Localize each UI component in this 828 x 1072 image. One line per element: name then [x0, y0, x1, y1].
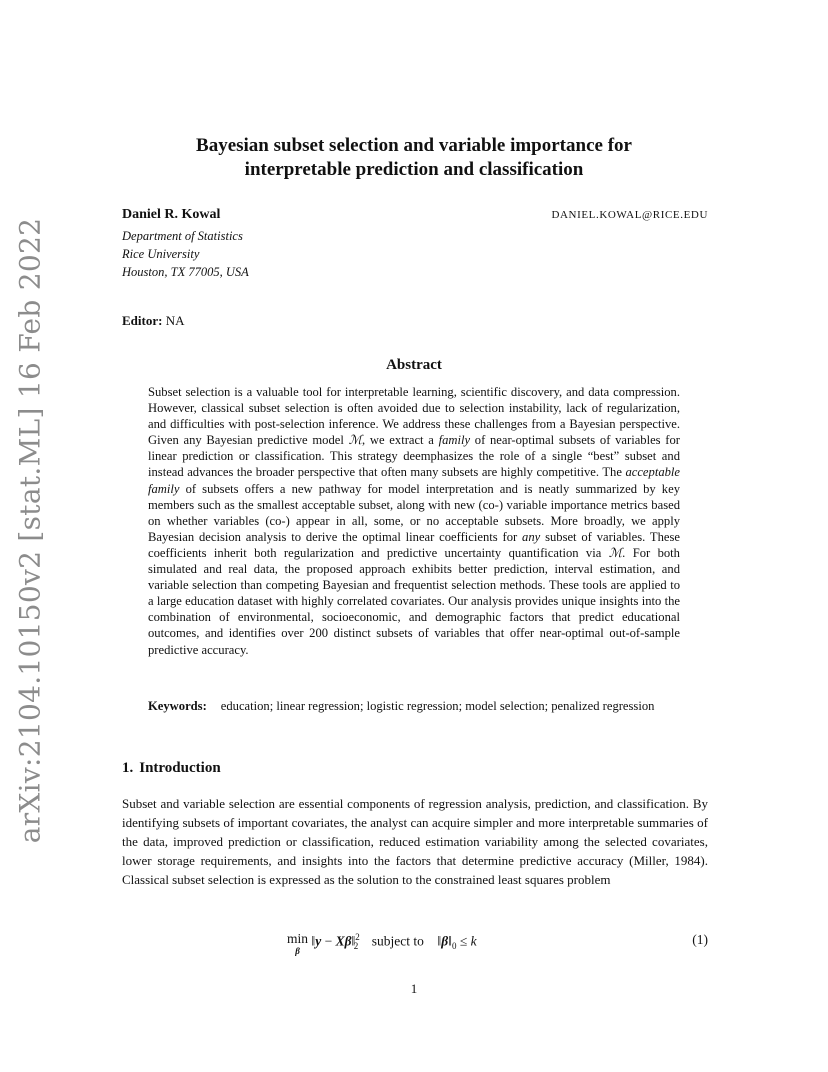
abstract-emphasis-acceptable-family: acceptable family [148, 465, 680, 496]
equation-1 [122, 932, 708, 960]
abstract-emphasis-family: family [438, 433, 471, 448]
author-name: Daniel R. Kowal [122, 207, 221, 222]
equation-number: (1) [692, 932, 708, 947]
section-title: Introduction [139, 760, 221, 776]
affiliation-department: Department of Statistics [122, 229, 243, 243]
abstract-text: of near-optimal subsets of variables for linear prediction or classification. This strategy deemphasizes the role of a single “best” subset and instead advances the broader perspective that often many subsets are highly competitive. The [148, 433, 680, 480]
page-number: 1 [410, 981, 418, 996]
keywords-text: education; linear regression; logistic regression; model selection; penalized regression [220, 699, 655, 713]
author-row [122, 207, 708, 227]
abstract-text: , we extract a [362, 433, 439, 448]
introduction-paragraph: Subset and variable selection are essential components of regression analysis, prediction, and classification. By identifying subsets of important covariates, the analyst can acquire simpler and more interpretable summaries of the data, improved prediction or classification, reduced estimation variability among the selected covariates, lower storage requirements, and insights into the factors that determine predictive accuracy (Miller, 1984). Classical subset selection is expressed as the solution to the constrained least squares problem [122, 796, 708, 887]
arxiv-side-identifier [10, 217, 50, 843]
equation-subject-to: subject to [371, 933, 424, 949]
editor-line [122, 313, 184, 329]
abstract-model-symbol: ℳ [348, 433, 363, 448]
section-number: 1. [122, 760, 134, 776]
section-heading-introduction [122, 760, 221, 777]
affiliation-address: Houston, TX 77005, USA [122, 265, 249, 279]
title-line-2: interpretable prediction and classification [244, 159, 584, 180]
author-email: DANIEL.KOWAL@RICE.EDU [551, 209, 708, 221]
editor-value: NA [165, 313, 185, 328]
equation-expression: min β ‖y − Xβ‖$^2_2$ subject to $‖\beta‖_0 \le k$ [287, 931, 477, 956]
keywords-label: Keywords: [148, 699, 207, 713]
title-line-1: Bayesian subset selection and variable importance for [196, 135, 632, 156]
abstract-text: . For both simulated and real data, the proposed approach exhibits better prediction, interval estimation, and variable selection than competing Bayesian and frequentist selection methods. These tools are applied to a large education dataset with highly correlated covariates. Our analysis provides unique insights into the combination of environmental, socioeconomic, and demographic factors that predict educational outcomes, and identifies over 200 distinct subsets of variables that offer near-optimal out-of-sample predictive accuracy. [148, 545, 680, 657]
keywords [148, 698, 680, 714]
abstract-emphasis-any: any [522, 529, 541, 544]
author-block [122, 207, 708, 281]
abstract-text: of subsets offers a new pathway for model interpretation and is neatly summarized by key members such as the smallest acceptable subset, along with new (co-) variable importance metrics based on whether variables (co-) appear in all, some, or no acceptable subsets. More broadly, we apply Bayesian decision analysis to derive the optimal linear coefficients for [148, 481, 680, 544]
abstract-text: Subset selection is a valuable tool for interpretable learning, scientific discovery, and data compression. However, classical subset selection is often avoided due to selection instability, lack of regularization, and difficulties with post-selection inference. We address these challenges from a Bayesian perspective. Given any Bayesian predictive model [148, 385, 680, 448]
abstract-model-symbol: ℳ [608, 545, 623, 560]
arxiv-identifier-text: arXiv:2104.10150v2 [stat.ML] 16 Feb 2022 [13, 217, 47, 843]
affiliation-university: Rice University [122, 247, 200, 261]
equation-min-operator: min β [287, 931, 309, 956]
editor-label: Editor: [122, 313, 163, 328]
abstract-text: subset of variables. These coefficients inherit both regularization and predictive uncertainty quantification via [148, 529, 680, 560]
abstract-body [148, 384, 680, 658]
abstract-heading: Abstract [386, 357, 442, 373]
paper-title [120, 134, 708, 182]
